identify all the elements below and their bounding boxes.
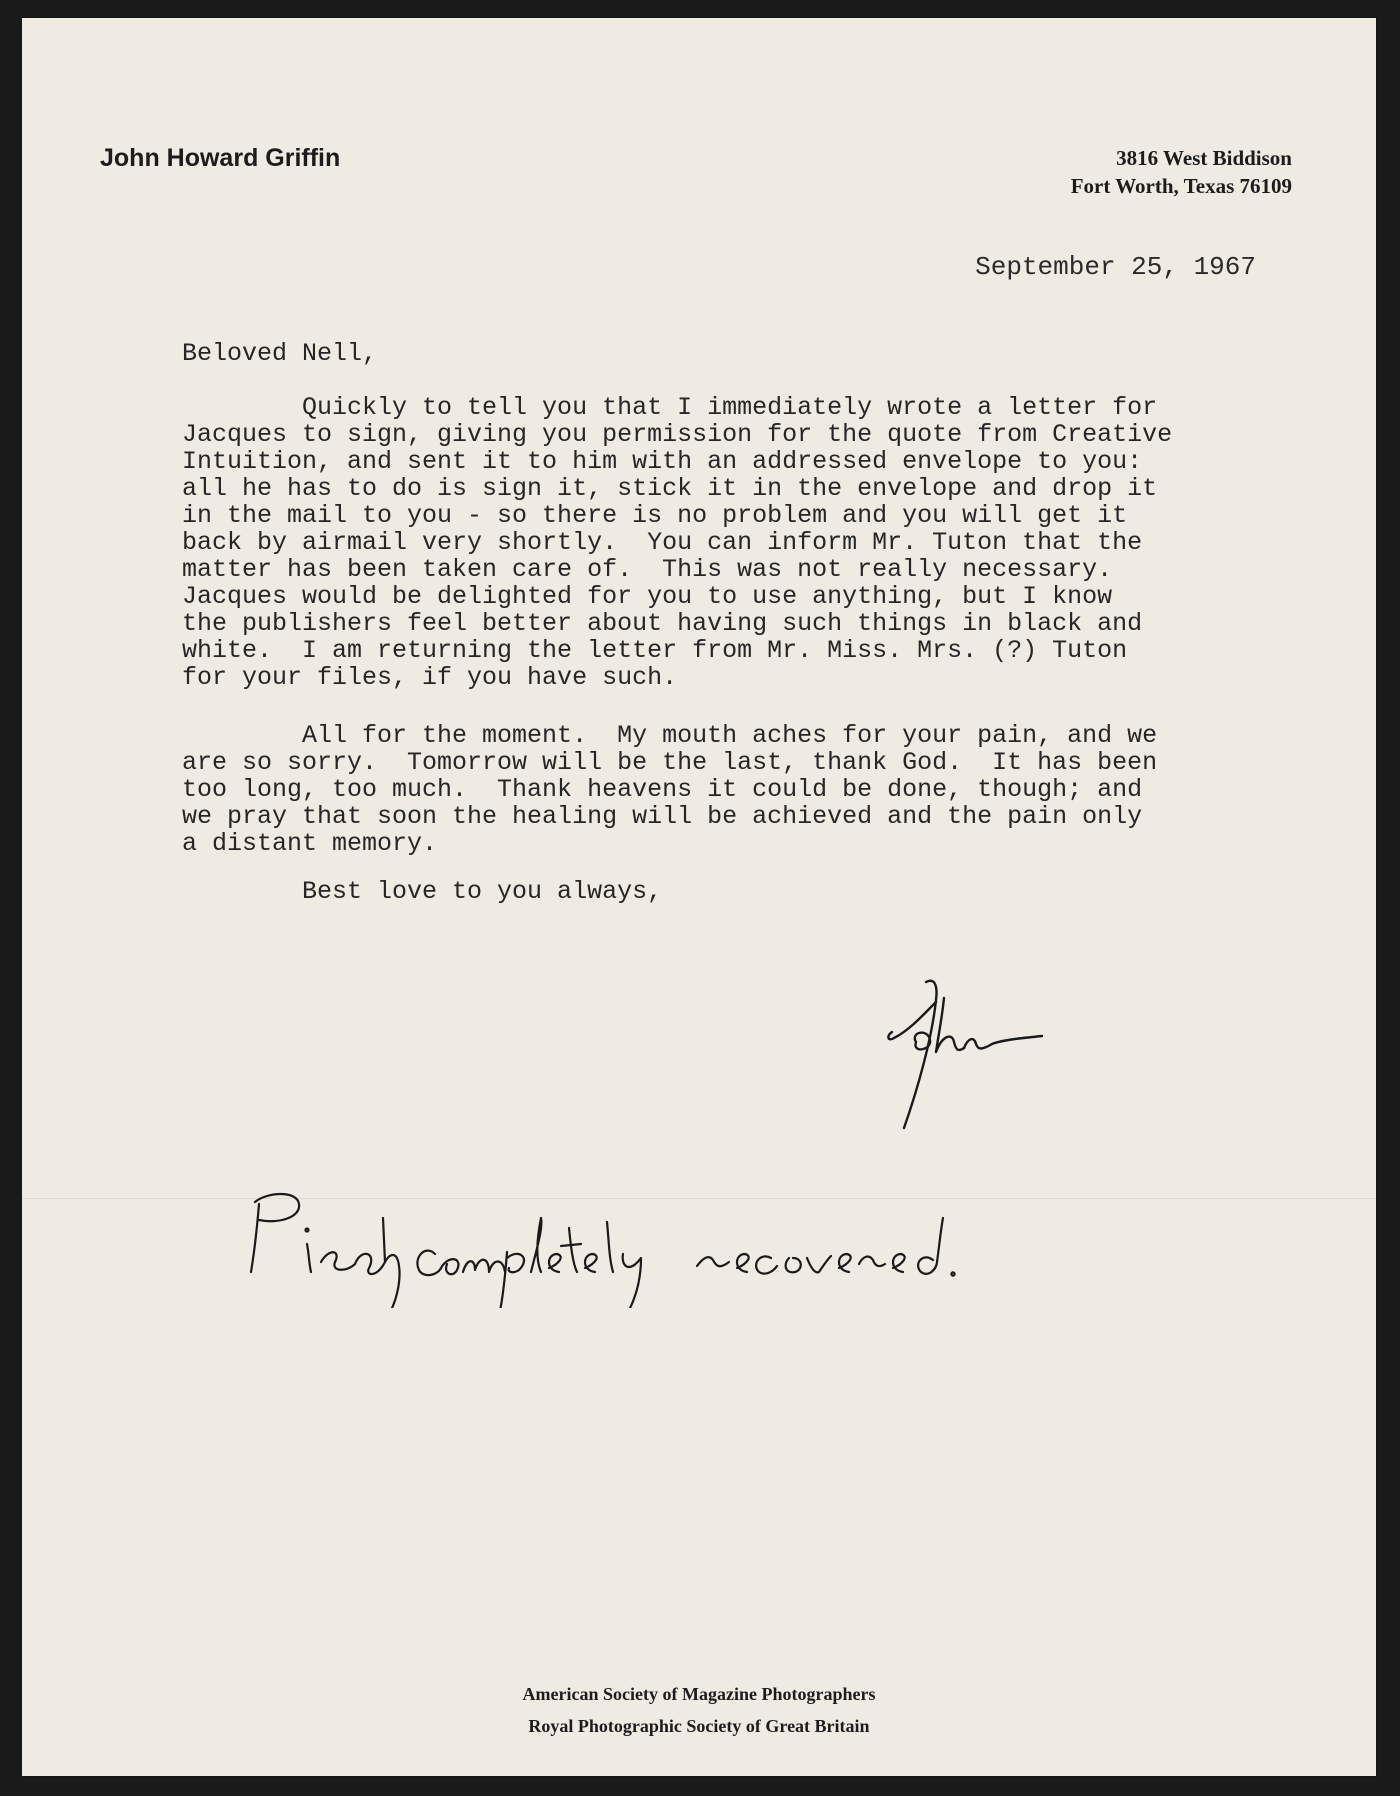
body-paragraph-1: Quickly to tell you that I immediately wrote a letter for Jacques to sign, giving you permission for the quote from Creative Intuition, and sent it to him with an addressed envelope to you: all he has to do is sign it, stick it in the envelope and drop it in the mail to you - so there is no problem and you will get it back by airmail very shortly. You can inform Mr. Tuton that the matter has been taken care of. This was not really necessary. Jacques would be delighted for you to use anything, but I know the publishers feel better about having such things in black and white. I am returning the letter from Mr. Miss. Mrs. (?) Tuton for your files, if you have such. [182,393,1173,692]
closing: Best love to you always, [182,877,663,906]
address-line-2: Fort Worth, Texas 76109 [1070,174,1292,198]
letter-date: September 25, 1967 [975,252,1256,282]
body-paragraph-2: All for the moment. My mouth aches for your pain, and we are so sorry. Tomorrow will be the last, thank God. It has been too long, too much. Thank heavens it could be done, though; and we pray that soon the healing will be achieved and the pain only a distant memory. [182,721,1158,858]
salutation: Beloved Nell, [182,339,378,368]
footer-line-2: Royal Photographic Society of Great Britain [528,1716,870,1736]
handwritten-note [237,1188,997,1308]
letterhead-footer [22,1678,1376,1742]
address-line-1: 3816 West Biddison [1116,146,1292,170]
letterhead-address [1071,144,1292,200]
handwritten-signature [882,978,1082,1148]
footer-line-1: American Society of Magazine Photographers [522,1684,876,1704]
letterhead-name: John Howard Griffin [100,144,341,172]
letter-page [22,18,1376,1776]
